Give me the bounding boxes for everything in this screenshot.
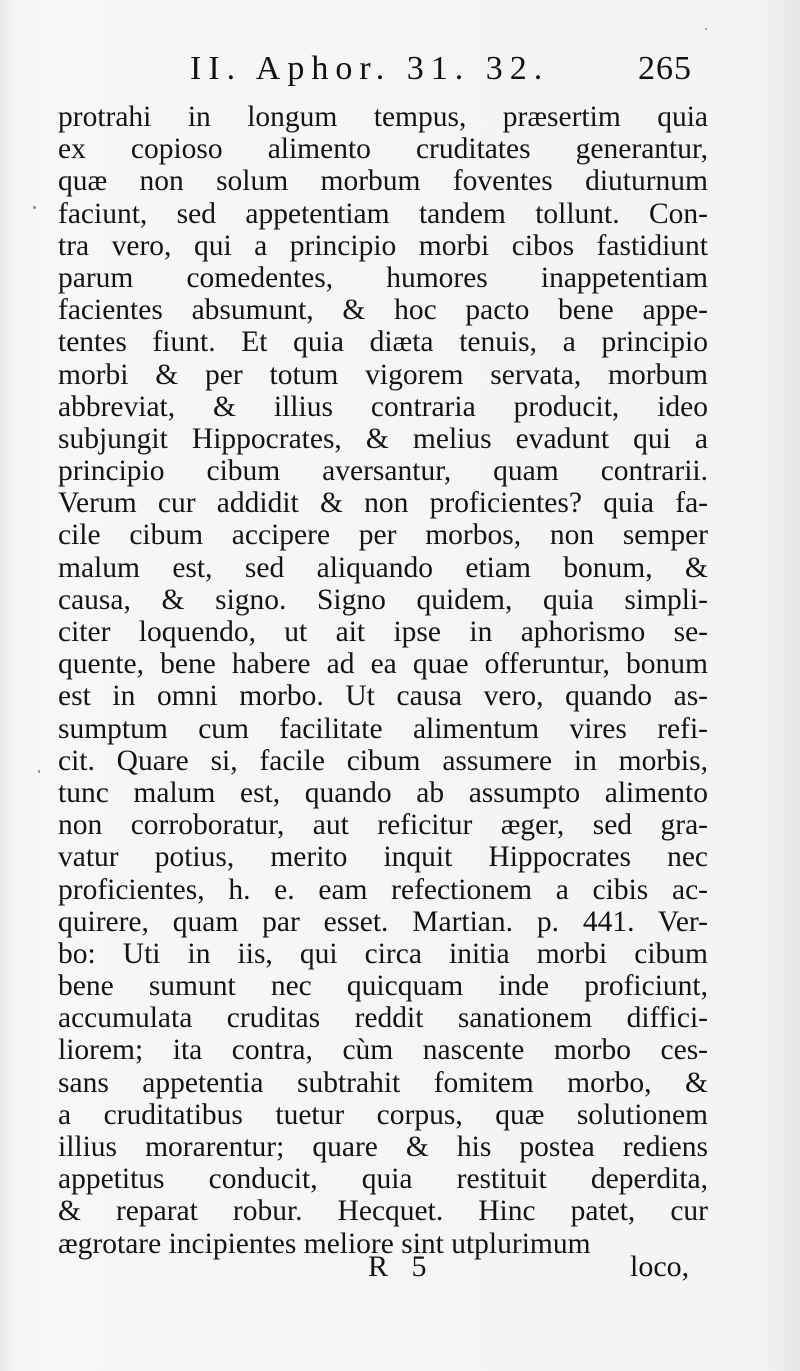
text-line: facientes absumunt, & hoc pacto bene appe- <box>58 294 708 327</box>
signature-mark: R 5 <box>368 1250 435 1283</box>
text-line: principio cibum aversantur, quam contrarii. <box>58 455 708 488</box>
text-line: liorem; ita contra, cùm nascente morbo ces- <box>58 1034 708 1067</box>
text-line: cile cibum accipere per morbos, non semper <box>58 519 708 552</box>
text-line: est in omni morbo. Ut causa vero, quando as- <box>58 680 708 713</box>
text-line: appetitus conducit, quia restituit deperdita, <box>58 1163 708 1196</box>
text-line: accumulata cruditas reddit sanationem diffici- <box>58 1002 708 1035</box>
running-header <box>0 50 800 90</box>
text-line: citer loquendo, ut ait ipse in aphorismo se- <box>58 616 708 648</box>
text-line: parum comedentes, humores inappetentiam <box>58 261 708 294</box>
text-line: a cruditatibus tuetur corpus, quæ solutionem <box>58 1098 708 1131</box>
paper-speck <box>705 28 707 30</box>
text-line: tunc malum est, quando ab assumpto alimento <box>58 776 708 809</box>
text-line: ex copioso alimento cruditates generantur, <box>58 133 708 166</box>
text-line: bo: Uti in iis, qui circa initia morbi cibum <box>58 937 708 970</box>
text-line: ægrotare incipientes meliore sint utplurimum <box>58 1227 591 1260</box>
text-line: abbreviat, & illius contraria producit, ideo <box>58 390 708 423</box>
running-title: II. Aphor. 31. 32. <box>190 50 550 87</box>
text-line: proficientes, h. e. eam refectionem a cibis ac- <box>58 873 708 906</box>
text-line: bene sumunt nec quicquam inde proficiunt, <box>58 970 708 1003</box>
page-footer <box>0 1250 800 1290</box>
text-line: protrahi in longum tempus, præsertim quia <box>58 101 708 133</box>
text-line: morbi & per totum vigorem servata, morbum <box>58 358 708 391</box>
page-number: 265 <box>638 50 692 87</box>
text-line: quente, bene habere ad ea quae offeruntur, bonum <box>58 648 708 681</box>
text-line: quæ non solum morbum foventes diuturnum <box>58 165 708 198</box>
text-line: sumptum cum facilitate alimentum vires refi- <box>58 712 708 745</box>
text-line: sans appetentia subtrahit fomitem morbo, & <box>58 1066 708 1099</box>
text-line: subjungit Hippocrates, & melius evadunt qui a <box>58 422 708 455</box>
body-text <box>58 101 708 1260</box>
text-line: tra vero, qui a principio morbi cibos fastidiunt <box>58 229 708 262</box>
text-line: causa, & signo. Signo quidem, quia simpli- <box>58 583 708 616</box>
text-line: tentes fiunt. Et quia diæta tenuis, a principio <box>58 326 708 359</box>
text-line: non corroboratur, aut reficitur æger, sed gra- <box>58 809 708 842</box>
text-line: & reparat robur. Hecquet. Hinc patet, cur <box>58 1195 708 1228</box>
paper-speck <box>38 770 40 773</box>
catchword: loco, <box>630 1250 690 1283</box>
text-line: illius morarentur; quare & his postea rediens <box>58 1131 708 1163</box>
text-line: faciunt, sed appetentiam tandem tollunt. Con- <box>58 197 708 230</box>
text-line: Verum cur addidit & non proficientes? quia fa- <box>58 487 708 520</box>
paper-speck <box>33 206 36 209</box>
text-line: malum est, sed aliquando etiam bonum, & <box>58 551 708 584</box>
text-line: quirere, quam par esset. Martian. p. 441. Ver- <box>58 905 708 938</box>
text-line: vatur potius, merito inquit Hippocrates nec <box>58 841 708 874</box>
text-line: cit. Quare si, facile cibum assumere in morbis, <box>58 744 708 777</box>
